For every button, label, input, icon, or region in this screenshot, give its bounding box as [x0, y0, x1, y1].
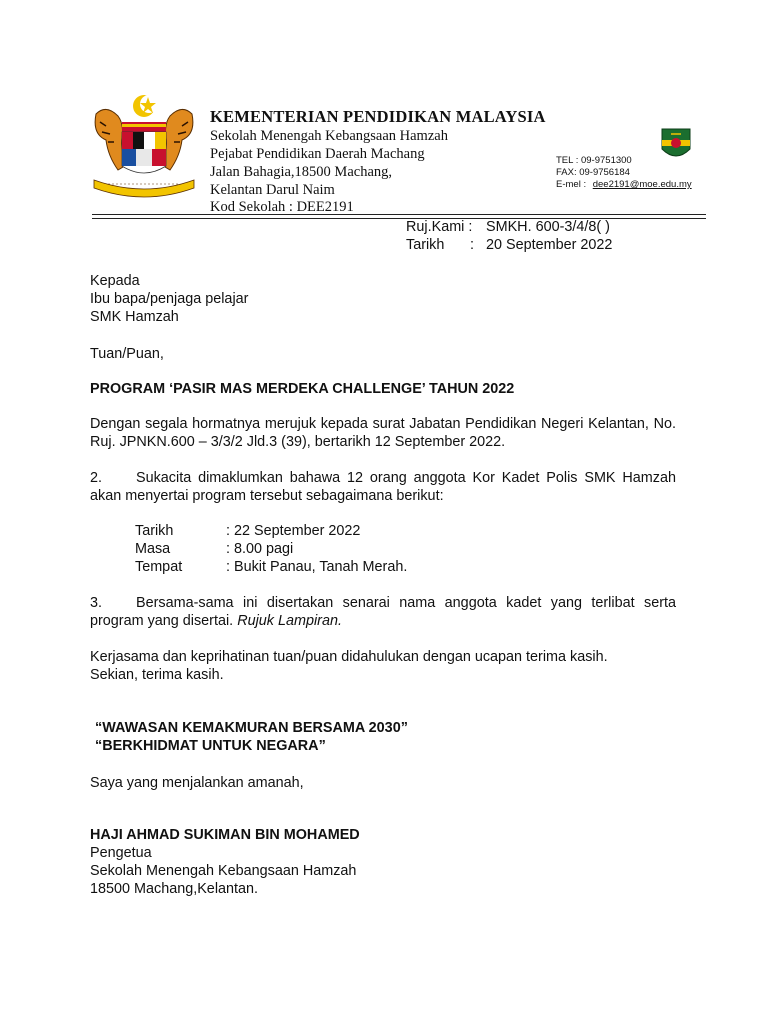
recipient-line: SMK Hamzah	[90, 309, 179, 325]
subject-heading: PROGRAM ‘PASIR MAS MERDEKA CHALLENGE’ TAHUN 2022	[90, 381, 515, 397]
email-link[interactable]: dee2191@moe.edu.my	[592, 179, 692, 190]
recipient-line: Kepada	[90, 273, 140, 289]
detail-value: : 8.00 pagi	[226, 541, 294, 557]
paragraph-3	[90, 594, 676, 630]
slogan: “BERKHIDMAT UNTUK NEGARA”	[95, 738, 326, 754]
signatory-address: 18500 Machang,Kelantan.	[90, 881, 259, 897]
detail-value: : Bukit Panau, Tanah Merah.	[226, 559, 408, 575]
slogan: “WAWASAN KEMAKMURAN BERSAMA 2030”	[95, 720, 408, 736]
date-value: 20 September 2022	[486, 237, 613, 253]
signatory-school: Sekolah Menengah Kebangsaan Hamzah	[90, 863, 357, 879]
paragraph-1: Dengan segala hormatnya merujuk kepada surat Jabatan Pendidikan Negeri Kelantan, No. Ruj. JPNKN.600 – 3/3/2 Jld.3 (39), bertarikh 12 September 2022.	[90, 416, 676, 450]
letterhead-divider	[92, 214, 706, 215]
signatory-name: HAJI AHMAD SUKIMAN BIN MOHAMED	[90, 827, 360, 843]
school-name: Sekolah Menengah Kebangsaan Hamzah	[210, 128, 448, 144]
closing-line: Kerjasama dan keprihatinan tuan/puan didahulukan dengan ucapan terima kasih.	[90, 649, 608, 665]
detail-value: : 22 September 2022	[226, 523, 361, 539]
email-label: E-mel :	[556, 179, 587, 190]
reference-value: SMKH. 600-3/4/8( )	[486, 219, 610, 235]
paragraph-number: 3.	[90, 595, 103, 611]
paragraph-number: 2.	[90, 470, 103, 486]
detail-label: Tarikh	[135, 523, 174, 539]
school-code: Kod Sekolah : DEE2191	[210, 199, 354, 215]
street-address: Jalan Bahagia,18500 Machang,	[210, 164, 393, 180]
detail-label: Masa	[135, 541, 171, 557]
school-crest-icon	[660, 127, 692, 163]
state-address: Kelantan Darul Naim	[210, 182, 335, 198]
telephone: TEL : 09-9751300	[556, 155, 632, 166]
reference-label: Ruj.Kami :	[406, 219, 473, 235]
salutation: Tuan/Puan,	[90, 346, 164, 362]
paragraph-text: Sukacita dimaklumkan bahawa 12 orang anggota Kor Kadet Polis SMK Hamzah akan menyertai program tersebut sebagaimana berikut:	[90, 470, 676, 504]
detail-label: Tempat	[135, 559, 183, 575]
paragraph-2	[90, 469, 676, 505]
paragraph-text: Bersama-sama ini disertakan senarai nama anggota kadet yang terlibat serta program yang disertai.	[90, 595, 676, 629]
signoff: Saya yang menjalankan amanah,	[90, 775, 304, 791]
district-office: Pejabat Pendidikan Daerah Machang	[210, 146, 425, 162]
fax: FAX: 09-9756184	[556, 167, 630, 178]
attachment-note: Rujuk Lampiran.	[237, 613, 342, 629]
letterhead-divider-thin	[92, 218, 706, 219]
email-row	[556, 179, 692, 190]
date-label: Tarikh	[406, 237, 445, 253]
signatory-title: Pengetua	[90, 845, 152, 861]
ministry-title: KEMENTERIAN PENDIDIKAN MALAYSIA	[210, 107, 546, 126]
closing-line: Sekian, terima kasih.	[90, 667, 224, 683]
date-colon: :	[470, 237, 474, 253]
recipient-line: Ibu bapa/penjaga pelajar	[90, 291, 249, 307]
malaysia-coat-of-arms-icon	[88, 92, 200, 198]
